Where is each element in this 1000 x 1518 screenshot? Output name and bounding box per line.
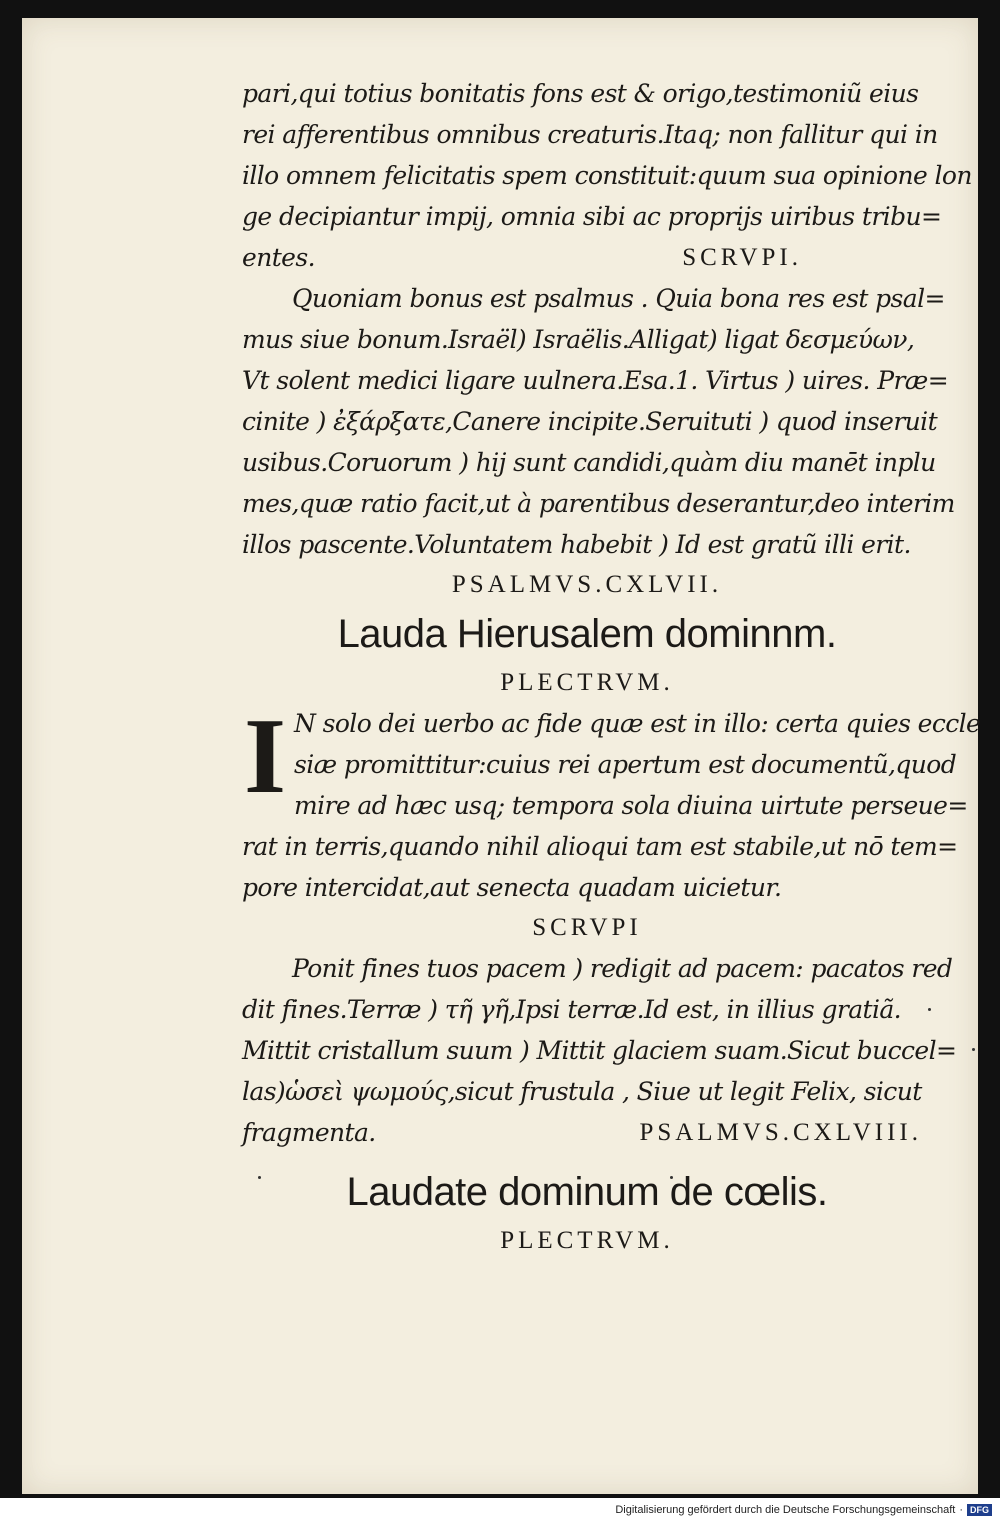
text-line: ge decipiantur impij, omnia sibi ac proprijs uiribus tribu= — [242, 202, 942, 231]
text-line: mire ad hæc usq; tempora sola diuina uirtute perseue= — [294, 791, 968, 820]
text-line: cinite ) ἐξάρξατε,Canere incipite.Seruituti ) quod inseruit — [242, 407, 938, 436]
psalm-heading: PSALMVS.CXLVII. — [451, 571, 723, 598]
dfg-logo: DFG — [967, 1504, 992, 1516]
text-line: siæ promittitur:cuius rei apertum est documentũ,quod — [294, 750, 957, 779]
fragmenta-line — [242, 1112, 932, 1153]
text-line: rat in terris,quando nihil alioqui tam est stabile,ut nō tem= — [242, 832, 958, 861]
section-heading-scrupi: SCRVPI. — [682, 244, 802, 271]
book-page — [22, 18, 981, 1494]
psalm-title: Lauda Hierusalem dominnm. — [337, 612, 837, 656]
text-line: illos pascente.Voluntatem habebit ) Id est gratũ illi erit. — [242, 530, 911, 559]
text-line: Mittit cristallum suum ) Mittit glaciem suam.Sicut buccel= — [242, 1036, 957, 1065]
credit-text: Digitalisierung gefördert durch die Deutsche Forschungsgemeinschaft — [615, 1504, 956, 1516]
text-line: dit fines.Terræ ) τῆ γῆ,Ipsi terræ.Id est, in illius gratiã. — [242, 995, 901, 1024]
text-line: mus siue bonum.Israël) Israëlis.Alligat) ligat δεσμεύων, — [242, 325, 915, 354]
psalm-heading: PSALMVS.CXLVIII. — [639, 1119, 922, 1146]
text-line: las)ὡσεὶ ψωμούς,sicut frustula , Siue ut legit Felix, sicut — [242, 1077, 922, 1106]
text-line: Vt solent medici ligare uulnera.Esa.1. Virtus ) uires. Præ= — [242, 366, 949, 395]
dropcap-letter: I — [244, 697, 287, 816]
plectrum-heading: PLECTRVM. — [500, 669, 674, 696]
plectrum-heading: PLECTRVM. — [500, 1227, 674, 1254]
digitization-credit: Digitalisierung gefördert durch die Deutsche Forschungsgemeinschaft · DFG — [615, 1504, 992, 1516]
text-line: N solo dei uerbo ac fide quæ est in illo: certa quies eccle — [294, 709, 981, 738]
psalm-title: Laudate dominum de cœlis. — [346, 1170, 828, 1214]
text-fragment: fragmenta. — [242, 1118, 376, 1147]
ink-speck — [972, 1048, 975, 1051]
text-line: mes,quæ ratio facit,ut à parentibus deserantur,deo interim — [242, 489, 955, 518]
text-line: pore intercidat,aut senecta quadam uicietur. — [242, 873, 782, 902]
text-line: Quoniam bonus est psalmus . Quia bona res est psal= — [292, 284, 945, 313]
text-fragment: entes. — [242, 243, 315, 272]
text-line: Ponit fines tuos pacem ) redigit ad pacem: pacatos red — [292, 954, 953, 983]
text-line: illo omnem felicitatis spem constituit:quum sua opinione lon — [242, 161, 972, 190]
page-text — [242, 73, 981, 1261]
entes-line — [242, 237, 932, 278]
section-heading-scrupi: SCRVPI — [532, 914, 642, 941]
text-line: usibus.Coruorum ) hij sunt candidi,quàm diu manēt inplu — [242, 448, 936, 477]
dropcap-paragraph — [242, 697, 981, 826]
text-line: rei afferentibus omnibus creaturis.Itaq; non fallitur qui in — [242, 120, 938, 149]
text-line: pari,qui totius bonitatis fons est & origo,testimoniũ eius — [242, 79, 919, 108]
